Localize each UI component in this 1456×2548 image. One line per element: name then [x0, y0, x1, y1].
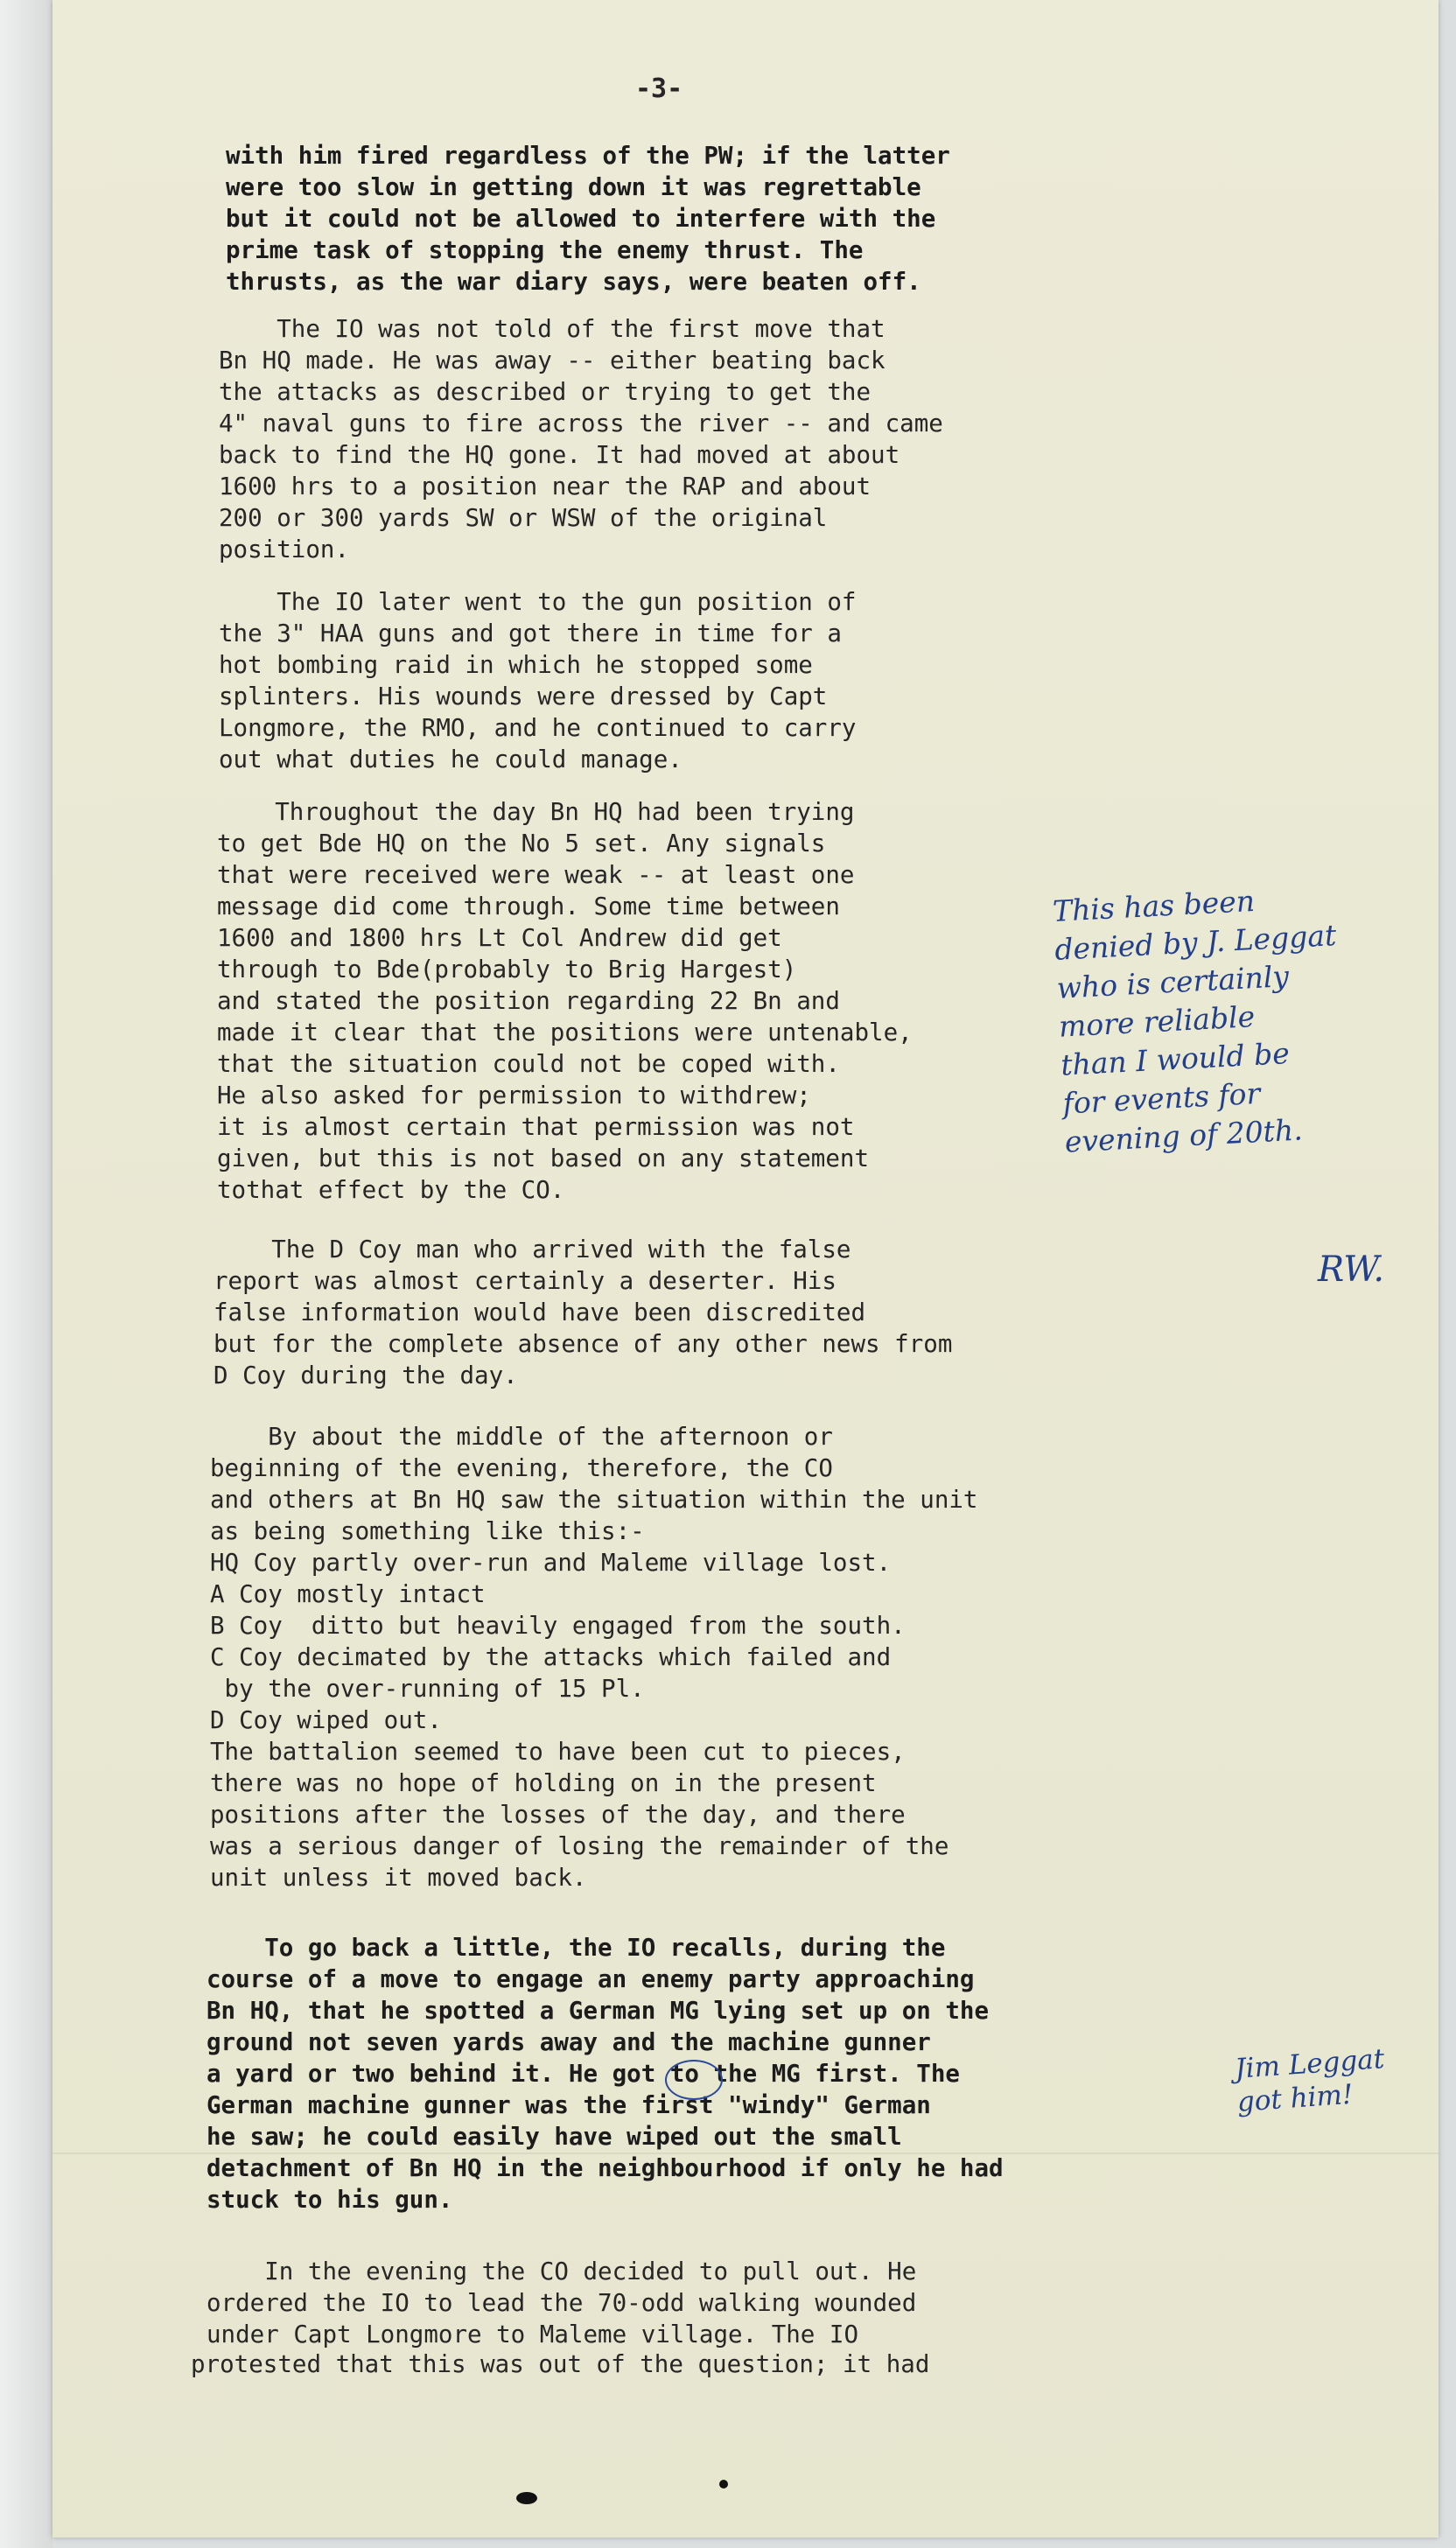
- handwritten-initials: RW.: [1318, 1250, 1385, 1290]
- paragraph-1: with him fired regardless of the PW; if the latter were too slow in getting down it was regrettable but it could not be allowed to interfere with the prime task of stopping the enemy thrust. The thrusts, as the war diary says, were beaten off.: [226, 142, 950, 296]
- paragraph-9: protested that this was out of the question; it had: [191, 2350, 930, 2378]
- paragraph-4: Throughout the day Bn HQ had been trying to get Bde HQ on the No 5 set. Any signals that were received were weak -- at least one message did come through. Some time between 1600 and 1800 hrs Lt Col Andrew did get through to Bde(probably to Brig Hargest) and stated the position regarding 22 Bn and made it clear that the positions were untenable, that the situation could not be coped with. He also asked for permission to withdrew; it is almost certain that permission was not given, but this is not based on any statement tothat effect by the CO.: [217, 798, 913, 1204]
- ink-dot: [719, 2480, 728, 2488]
- paragraph-3: The IO later went to the gun position of the 3" HAA guns and got there in time for a hot bombing raid in which he stopped some splinters. His wounds were dressed by Capt Longmore, the RMO, and he continued to carry out what duties he could manage.: [219, 588, 857, 774]
- circled-word-mark: [665, 2060, 723, 2100]
- paragraph-7: To go back a little, the IO recalls, during the course of a move to engage an enemy party approaching Bn HQ, that he spotted a German MG lying set up on the ground not seven yards away and the machine gunner a yard or two behind it. He got to the MG first. The German machine gunner was the first "windy" German he saw; he could easily have wiped out the small detachment of Bn HQ in the neighbourhood if only he had stuck to his gun.: [206, 1934, 1004, 2214]
- handwritten-margin-note: This has been denied by J. Leggat who is certainly more reliable than I would be for events for evening of 20th.: [1052, 883, 1338, 1159]
- paragraph-8: In the evening the CO decided to pull out. He ordered the IO to lead the 70-odd walking wounded under Capt Longmore to Maleme village. The IO: [206, 2258, 917, 2348]
- paragraph-5: The D Coy man who arrived with the false report was almost certainly a deserter. His false information would have been discredited but for the complete absence of any other news from D Coy during the day.: [214, 1236, 953, 1390]
- paragraph-6: By about the middle of the afternoon or beginning of the evening, therefore, the CO and others at Bn HQ saw the situation within the unit as being something like this:- HQ Coy partly over-run and Maleme village lost. A Coy mostly intact B Coy ditto but heavily engaged from the south. C Coy decimated by the attacks which failed and by the over-running of 15 Pl. D Coy wiped out. The battalion seemed to have been cut to pieces, there was no hope of holding on in the present positions after the losses of the day, and there was a serious danger of losing the remainder of the unit unless it moved back.: [210, 1423, 978, 1892]
- ink-blot: [516, 2492, 537, 2504]
- paragraph-2: The IO was not told of the first move that Bn HQ made. He was away -- either beating back the attacks as described or trying to get the 4" naval guns to fire across the river -- and came back to find the HQ gone. It had moved at about 1600 hrs to a position near the RAP and about 200 or 300 yards SW or WSW of the original position.: [219, 315, 943, 564]
- page-number: -3-: [635, 74, 683, 104]
- scan-edge: [0, 0, 52, 2548]
- handwritten-jim-note: Jim Leggat got him!: [1234, 2043, 1386, 2118]
